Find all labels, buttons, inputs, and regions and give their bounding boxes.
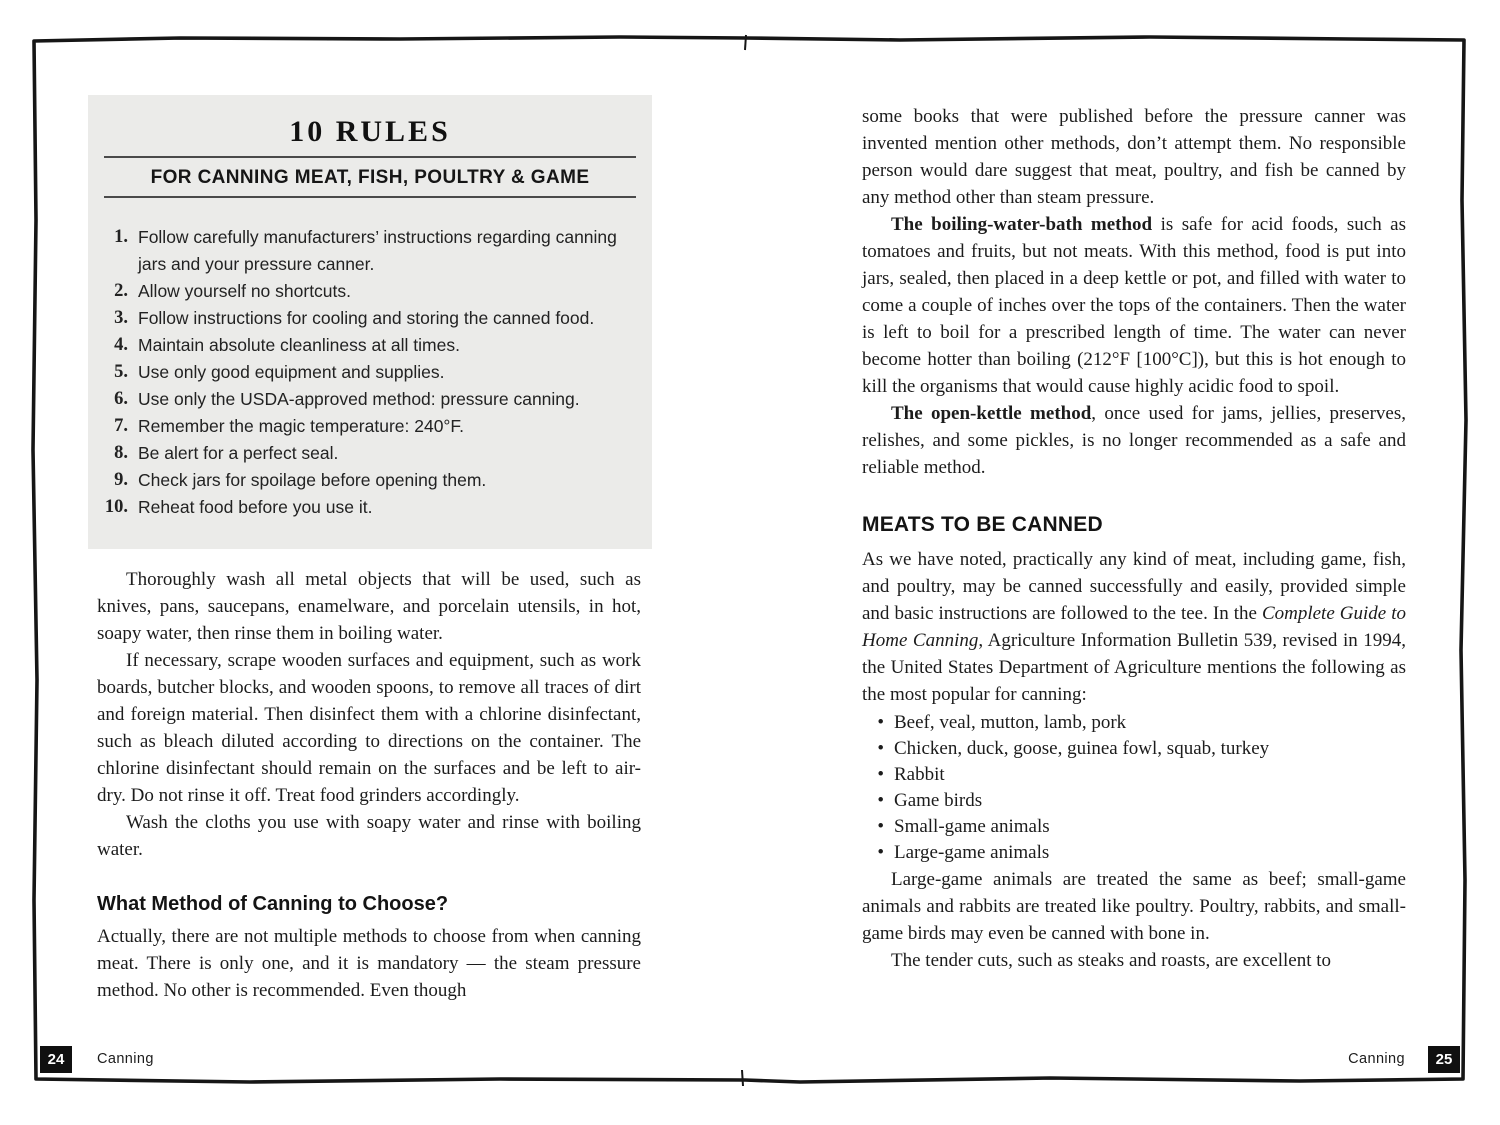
paragraph: As we have noted, practically any kind of meat, including game, fish, and poultry, may be canned successfully and easily, provided simple and basic instructions are followed to the tee. In the Complete Guide to Home Canning, Agriculture Information Bulletin 539, revised in 1994, the United States Department of Agriculture mentions the following as the most popular for canning: [862,549,1407,705]
rule-number: 5. [114,362,128,382]
bullet-icon [862,814,894,840]
rule-number: 6. [114,389,128,409]
paragraph: If necessary, scrape wooden surfaces and equipment, such as work boards, butcher blocks, and wooden spoons, to remove all traces of dirt and foreign material. Then disinfect them with a chlorine disinfectant, such as bleach diluted according to directions on the container. The chlorine disinfectant should remain on the surfaces and be left to air-dry. Do not rinse it off. Treat food grinders accordingly. [97,650,641,806]
rule-item [88,467,652,494]
bullet-icon [862,840,894,866]
bullet-text: Rabbit [894,764,945,785]
rule-text: Check jars for spoilage before opening them. [138,470,487,490]
rule-text: Allow yourself no shortcuts. [138,281,352,301]
divider-line [104,196,636,198]
bullet-text: Small-game animals [894,816,1050,837]
rule-text: Maintain absolute cleanliness at all times. [138,335,460,355]
rule-item [88,440,652,467]
rules-box [88,95,652,549]
rule-text: Remember the magic temperature: 240°F. [138,416,465,436]
bullet-text: Chicken, duck, goose, guinea fowl, squab, turkey [894,738,1270,759]
bullet-item [862,762,1406,788]
rule-number: 2. [114,281,128,301]
top-center-tick [745,35,746,50]
bullet-icon [862,762,894,788]
rule-number: 10. [104,497,128,517]
rule-text: Reheat food before you use it. [138,497,373,517]
paragraph: The boiling-water-bath method is safe for acid foods, such as tomatoes and fruits, but not meats. With this method, food is put into jars, sealed, then placed in a deep kettle or pot, and filled with water to come a couple of inches over the tops of the containers. Then the water is left to boil for a prescribed length of time. The water can never become hotter than boiling (212°F [100°C]), but this is hot enough to kill the organisms that would cause highly acidic food to spoil. [862,214,1406,397]
rule-item [88,359,652,386]
rule-number: 8. [114,443,128,463]
rule-number: 7. [114,416,128,436]
rule-item [88,278,652,305]
bottom-center-tick [742,1070,743,1086]
rule-item [88,386,652,413]
rule-text: Use only good equipment and supplies. [138,362,445,382]
bullet-text: Beef, veal, mutton, lamb, pork [894,712,1127,733]
paragraph: Large-game animals are treated the same as beef; small-game animals and rabbits are treated like poultry. Poultry, rabbits, and small-game birds may even be canned with bone in. [862,869,1406,944]
left-page [88,95,652,1004]
meats-section-heading: MEATS TO BE CANNED [862,513,1103,536]
rule-text: Follow carefully manufacturers’ instructions regarding canning jars and your pressure canner. [138,227,617,274]
paragraph: The tender cuts, such as steaks and roasts, are excellent to [891,950,1332,971]
bullet-item [862,814,1406,840]
rule-number: 9. [114,470,128,490]
footer-label: Canning [1348,1051,1405,1067]
rule-text: Be alert for a perfect seal. [138,443,339,463]
left-page-body [97,566,641,1004]
rule-item [88,413,652,440]
bullet-item [862,736,1406,762]
paragraph: some books that were published before the pressure canner was invented mention other methods, don’t attempt them. No responsible person would dare suggest that meat, poultry, and fish be canned by any method other than steam pressure. [862,106,1406,208]
rule-number: 3. [114,308,128,328]
rule-item [88,332,652,359]
rule-item [88,494,652,521]
meats-bullet-list [862,710,1406,866]
rule-item [88,305,652,332]
bullet-icon [862,736,894,762]
bullet-item [862,788,1406,814]
paragraph: Thoroughly wash all metal objects that will be used, such as knives, pans, saucepans, enamelware, and porcelain utensils, in hot, soapy water, then rinse them in boiling water. [97,569,641,644]
bullet-icon [862,788,894,814]
rules-list [88,224,652,521]
rule-item [88,224,652,278]
bullet-text: Game birds [894,790,983,811]
bullet-item [862,840,1406,866]
bullet-text: Large-game animals [894,842,1050,863]
divider-line [104,156,636,158]
footer-label: Canning [97,1051,154,1067]
rules-box-title: 10 RULES [289,115,451,148]
rule-number: 4. [114,335,128,355]
right-page [862,103,1406,974]
bullet-item [862,710,1406,736]
bullet-icon [862,710,894,736]
rule-text: Follow instructions for cooling and storing the canned food. [138,308,595,328]
rule-number: 1. [114,227,128,247]
rule-text: Use only the USDA-approved method: pressure canning. [138,389,580,409]
paragraph: Wash the cloths you use with soapy water and rinse with boiling water. [97,812,641,860]
page-number-badge: 24 [40,1046,72,1073]
section-heading: What Method of Canning to Choose? [97,893,449,915]
paragraph: The open-kettle method, once used for jams, jellies, preserves, relishes, and some pickles, is no longer recommended as a safe and reliable method. [862,403,1406,478]
page-number-badge: 25 [1428,1046,1460,1073]
paragraph: Actually, there are not multiple methods to choose from when canning meat. There is only one, and it is mandatory — the steam pressure method. No other is recommended. Even though [97,926,641,1001]
rules-box-subtitle: FOR CANNING MEAT, FISH, POULTRY & GAME [150,167,590,188]
